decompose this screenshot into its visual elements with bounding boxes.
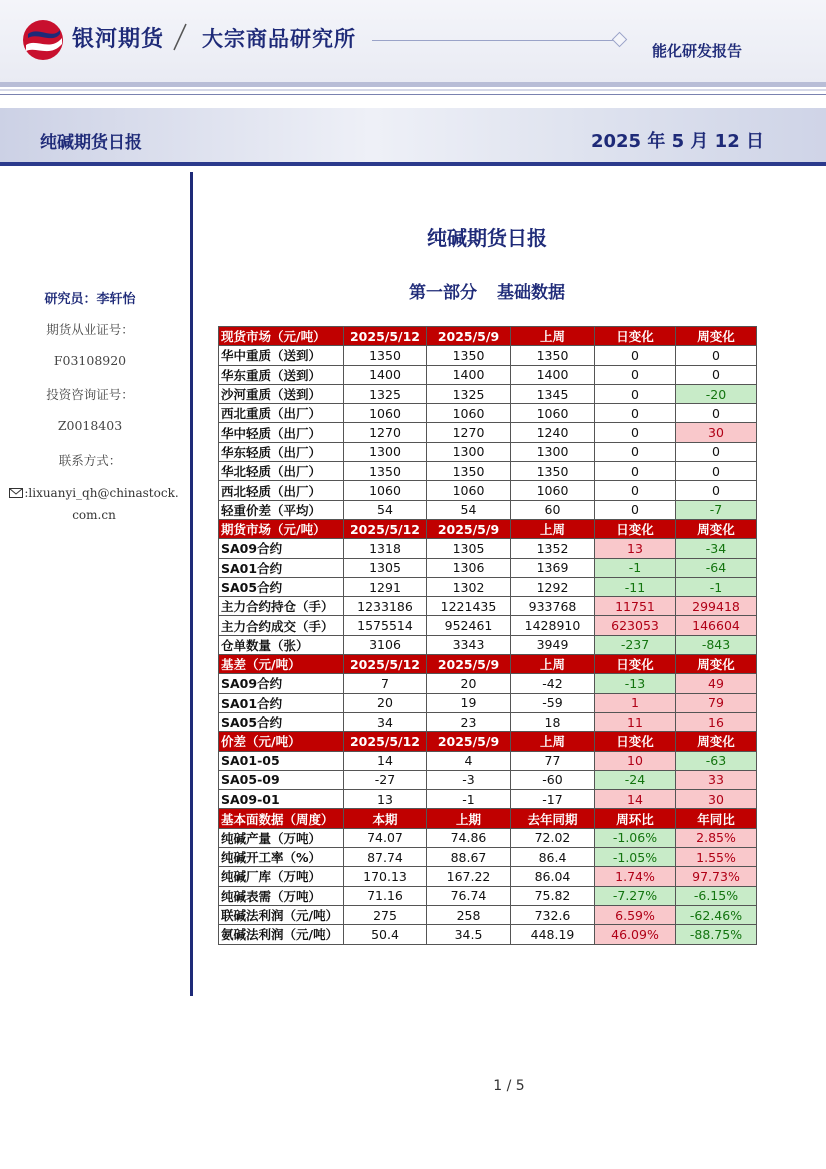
table-cell: 0	[676, 404, 757, 423]
table-cell: 170.13	[344, 867, 427, 886]
table-cell: 86.4	[511, 848, 595, 867]
table-cell: 2025/5/12	[344, 327, 427, 346]
table-row	[219, 384, 757, 403]
row-label: 基本面数据（周度）	[219, 809, 344, 828]
row-label: 华中轻质（出厂）	[219, 423, 344, 442]
table-cell: 34	[344, 712, 427, 731]
table-cell: 1325	[427, 384, 511, 403]
row-label: SA05合约	[219, 577, 344, 596]
table-cell: 1300	[511, 442, 595, 461]
table-cell: 33	[676, 770, 757, 789]
table-row	[219, 848, 757, 867]
table-cell: 299418	[676, 597, 757, 616]
table-cell: 3106	[344, 635, 427, 654]
table-cell: 952461	[427, 616, 511, 635]
table-cell: 14	[595, 790, 676, 809]
table-cell: 19	[427, 693, 511, 712]
table-row	[219, 423, 757, 442]
table-cell: 1575514	[344, 616, 427, 635]
table-cell: 74.07	[344, 828, 427, 847]
table-cell: 1.55%	[676, 848, 757, 867]
table-cell: 79	[676, 693, 757, 712]
table-cell: 1306	[427, 558, 511, 577]
table-cell: 167.22	[427, 867, 511, 886]
table-cell: 97.73%	[676, 867, 757, 886]
table-cell: 0	[676, 442, 757, 461]
main-title: 纯碱期货日报	[427, 226, 547, 250]
table-row	[219, 886, 757, 905]
table-cell: 周变化	[676, 655, 757, 674]
table-cell: 2025/5/12	[344, 732, 427, 751]
table-cell: 0	[595, 404, 676, 423]
table-cell: -62.46%	[676, 905, 757, 924]
table-row	[219, 770, 757, 789]
table-cell: 1291	[344, 577, 427, 596]
table-cell: 623053	[595, 616, 676, 635]
table-cell: 34.5	[427, 925, 511, 944]
table-cell: -6.15%	[676, 886, 757, 905]
table-cell: 0	[595, 442, 676, 461]
table-section-header	[219, 519, 757, 538]
table-cell: 1428910	[511, 616, 595, 635]
row-label: 期货市场（元/吨）	[219, 519, 344, 538]
table-cell: 54	[344, 500, 427, 519]
envelope-icon	[9, 488, 23, 498]
row-label: 纯碱厂库（万吨）	[219, 867, 344, 886]
table-cell: 日变化	[595, 519, 676, 538]
table-cell: 1300	[427, 442, 511, 461]
table-cell: 2025/5/9	[427, 519, 511, 538]
table-section-header	[219, 655, 757, 674]
table-cell: -63	[676, 751, 757, 770]
table-cell: -60	[511, 770, 595, 789]
row-label: 主力合约持仓（手）	[219, 597, 344, 616]
table-cell: 2025/5/9	[427, 327, 511, 346]
row-label: 轻重价差（平均）	[219, 500, 344, 519]
table-cell: 0	[595, 423, 676, 442]
table-cell: 18	[511, 712, 595, 731]
row-label: 华东重质（送到）	[219, 365, 344, 384]
table-cell: -17	[511, 790, 595, 809]
table-cell: 3949	[511, 635, 595, 654]
table-cell: 275	[344, 905, 427, 924]
row-label: SA05合约	[219, 712, 344, 731]
table-cell: 周变化	[676, 519, 757, 538]
table-cell: -1	[676, 577, 757, 596]
row-label: 仓单数量（张）	[219, 635, 344, 654]
table-cell: 去年同期	[511, 809, 595, 828]
table-cell: 1233186	[344, 597, 427, 616]
table-cell: -64	[676, 558, 757, 577]
table-cell: 1060	[427, 404, 511, 423]
table-cell: 7	[344, 674, 427, 693]
row-label: SA09合约	[219, 674, 344, 693]
report-type: 能化研发报告	[652, 42, 743, 60]
table-cell: 1.74%	[595, 867, 676, 886]
table-cell: -24	[595, 770, 676, 789]
table-row	[219, 712, 757, 731]
row-label: SA01合约	[219, 693, 344, 712]
basic-data-table	[218, 326, 757, 945]
table-cell: 1060	[511, 481, 595, 500]
table-cell: 1302	[427, 577, 511, 596]
table-cell: 1400	[511, 365, 595, 384]
table-cell: 30	[676, 423, 757, 442]
table-cell: 76.74	[427, 886, 511, 905]
title-band-rule	[0, 162, 826, 166]
row-label: SA05-09	[219, 770, 344, 789]
table-cell: 23	[427, 712, 511, 731]
table-cell: 0	[595, 346, 676, 365]
contact-label: 联系方式：	[58, 453, 122, 468]
table-cell: 0	[595, 365, 676, 384]
table-cell: 周变化	[676, 732, 757, 751]
header-stripe	[0, 89, 826, 91]
researcher-name: 研究员：李轩怡	[44, 292, 136, 307]
table-row	[219, 346, 757, 365]
row-label: 基差（元/吨）	[219, 655, 344, 674]
table-cell: 75.82	[511, 886, 595, 905]
report-date: 2025 年 5 月 12 日	[590, 131, 764, 152]
table-cell: -88.75%	[676, 925, 757, 944]
table-cell: 146604	[676, 616, 757, 635]
table-cell: 1240	[511, 423, 595, 442]
contact-email[interactable]	[8, 482, 180, 526]
table-cell: 上周	[511, 732, 595, 751]
row-label: 华东轻质（出厂）	[219, 442, 344, 461]
table-row	[219, 442, 757, 461]
table-cell: 年同比	[676, 809, 757, 828]
table-cell: 50.4	[344, 925, 427, 944]
header-stripe	[0, 82, 826, 87]
table-cell: 1400	[344, 365, 427, 384]
table-row	[219, 905, 757, 924]
table-cell: 11751	[595, 597, 676, 616]
table-cell: -7.27%	[595, 886, 676, 905]
table-cell: -59	[511, 693, 595, 712]
decorative-line	[372, 40, 618, 41]
table-cell: 1305	[344, 558, 427, 577]
table-cell: 上期	[427, 809, 511, 828]
table-cell: 周环比	[595, 809, 676, 828]
table-cell: 上周	[511, 519, 595, 538]
row-label: SA01合约	[219, 558, 344, 577]
table-cell: 448.19	[511, 925, 595, 944]
table-cell: 60	[511, 500, 595, 519]
table-row	[219, 616, 757, 635]
table-row	[219, 925, 757, 944]
table-cell: -1.05%	[595, 848, 676, 867]
table-cell: 1350	[427, 462, 511, 481]
table-cell: -1	[427, 790, 511, 809]
table-cell: 54	[427, 500, 511, 519]
table-row	[219, 558, 757, 577]
table-cell: 1350	[344, 346, 427, 365]
row-label: 西北轻质（出厂）	[219, 481, 344, 500]
table-cell: 1325	[344, 384, 427, 403]
table-cell: -27	[344, 770, 427, 789]
table-cell: 74.86	[427, 828, 511, 847]
table-row	[219, 751, 757, 770]
table-cell: 1300	[344, 442, 427, 461]
row-label: 西北重质（出厂）	[219, 404, 344, 423]
row-label: SA09-01	[219, 790, 344, 809]
table-cell: -42	[511, 674, 595, 693]
table-row	[219, 693, 757, 712]
slash-divider	[172, 22, 188, 52]
table-section-header	[219, 732, 757, 751]
table-cell: 1345	[511, 384, 595, 403]
table-cell: 1270	[344, 423, 427, 442]
row-label: 主力合约成交（手）	[219, 616, 344, 635]
table-cell: 77	[511, 751, 595, 770]
table-cell: 0	[676, 462, 757, 481]
table-row	[219, 500, 757, 519]
table-section-header	[219, 809, 757, 828]
table-row	[219, 481, 757, 500]
table-cell: -13	[595, 674, 676, 693]
logo-icon	[20, 18, 66, 62]
table-cell: 10	[595, 751, 676, 770]
table-cell: 0	[595, 481, 676, 500]
row-label: 纯碱开工率（%）	[219, 848, 344, 867]
table-cell: 20	[427, 674, 511, 693]
table-cell: 2025/5/12	[344, 655, 427, 674]
table-cell: 上周	[511, 327, 595, 346]
table-cell: 0	[595, 384, 676, 403]
row-label: 华中重质（送到）	[219, 346, 344, 365]
table-row	[219, 635, 757, 654]
table-cell: -3	[427, 770, 511, 789]
table-cell: 0	[676, 365, 757, 384]
table-row	[219, 597, 757, 616]
table-cell: 2025/5/9	[427, 655, 511, 674]
table-cell: 86.04	[511, 867, 595, 886]
table-cell: 71.16	[344, 886, 427, 905]
table-cell: 0	[676, 346, 757, 365]
table-row	[219, 867, 757, 886]
row-label: 联碱法利润（元/吨）	[219, 905, 344, 924]
table-cell: 14	[344, 751, 427, 770]
table-cell: 6.59%	[595, 905, 676, 924]
table-cell: 1292	[511, 577, 595, 596]
table-cell: 2025/5/12	[344, 519, 427, 538]
row-label: 氨碱法利润（元/吨）	[219, 925, 344, 944]
table-cell: 1	[595, 693, 676, 712]
table-cell: 88.67	[427, 848, 511, 867]
table-cell: -1.06%	[595, 828, 676, 847]
table-cell: -20	[676, 384, 757, 403]
table-cell: 1060	[427, 481, 511, 500]
row-label: 价差（元/吨）	[219, 732, 344, 751]
table-cell: 732.6	[511, 905, 595, 924]
table-cell: 1350	[511, 462, 595, 481]
table-cell: 11	[595, 712, 676, 731]
table-cell: 1369	[511, 558, 595, 577]
email-address[interactable]: :lixuanyi_qh@chinastock.com.cn	[24, 486, 179, 522]
table-row	[219, 462, 757, 481]
table-cell: 1060	[344, 404, 427, 423]
table-cell: 1270	[427, 423, 511, 442]
table-cell: -237	[595, 635, 676, 654]
table-cell: 49	[676, 674, 757, 693]
sidebar-divider	[190, 172, 193, 996]
table-cell: 日变化	[595, 732, 676, 751]
page-number: 1 / 5	[493, 1078, 525, 1094]
table-cell: -843	[676, 635, 757, 654]
table-cell: 1060	[344, 481, 427, 500]
table-cell: 0	[595, 500, 676, 519]
table-cell: 13	[344, 790, 427, 809]
table-cell: 3343	[427, 635, 511, 654]
table-cell: -34	[676, 539, 757, 558]
table-cell: 1305	[427, 539, 511, 558]
table-cell: 上周	[511, 655, 595, 674]
table-cell: 20	[344, 693, 427, 712]
section-title: 第一部分 基础数据	[409, 283, 565, 303]
table-cell: 1221435	[427, 597, 511, 616]
advisory-cert-label: 投资咨询证号：	[46, 387, 134, 402]
futures-cert-number: F03108920	[53, 353, 127, 368]
table-row	[219, 539, 757, 558]
table-cell: 日变化	[595, 655, 676, 674]
table-cell: 本期	[344, 809, 427, 828]
table-cell: 1318	[344, 539, 427, 558]
table-cell: 87.74	[344, 848, 427, 867]
row-label: 纯碱表需（万吨）	[219, 886, 344, 905]
department-name: 大宗商品研究所	[202, 27, 356, 51]
table-cell: 16	[676, 712, 757, 731]
table-cell: 258	[427, 905, 511, 924]
row-label: SA09合约	[219, 539, 344, 558]
table-cell: 933768	[511, 597, 595, 616]
table-cell: 1352	[511, 539, 595, 558]
table-cell: 2.85%	[676, 828, 757, 847]
table-row	[219, 365, 757, 384]
table-cell: 1350	[427, 346, 511, 365]
brand-name: 银河期货	[72, 27, 165, 52]
row-label: SA01-05	[219, 751, 344, 770]
table-cell: 4	[427, 751, 511, 770]
row-label: 纯碱产量（万吨）	[219, 828, 344, 847]
table-cell: 13	[595, 539, 676, 558]
row-label: 沙河重质（送到）	[219, 384, 344, 403]
table-row	[219, 577, 757, 596]
report-title: 纯碱期货日报	[40, 133, 142, 153]
table-cell: 30	[676, 790, 757, 809]
table-row	[219, 674, 757, 693]
table-cell: 2025/5/9	[427, 732, 511, 751]
table-row	[219, 404, 757, 423]
table-cell: 周变化	[676, 327, 757, 346]
advisory-cert-number: Z0018403	[57, 418, 123, 433]
table-cell: 72.02	[511, 828, 595, 847]
table-cell: 1350	[344, 462, 427, 481]
row-label: 现货市场（元/吨）	[219, 327, 344, 346]
table-cell: -7	[676, 500, 757, 519]
table-row	[219, 790, 757, 809]
header-stripe	[0, 94, 826, 95]
table-cell: 0	[595, 462, 676, 481]
table-cell: 1060	[511, 404, 595, 423]
table-cell: 日变化	[595, 327, 676, 346]
row-label: 华北轻质（出厂）	[219, 462, 344, 481]
table-cell: -11	[595, 577, 676, 596]
table-cell: 0	[676, 481, 757, 500]
table-cell: 1400	[427, 365, 511, 384]
table-cell: 46.09%	[595, 925, 676, 944]
table-cell: 1350	[511, 346, 595, 365]
table-cell: -1	[595, 558, 676, 577]
table-section-header	[219, 327, 757, 346]
futures-cert-label: 期货从业证号：	[46, 322, 134, 337]
table-row	[219, 828, 757, 847]
